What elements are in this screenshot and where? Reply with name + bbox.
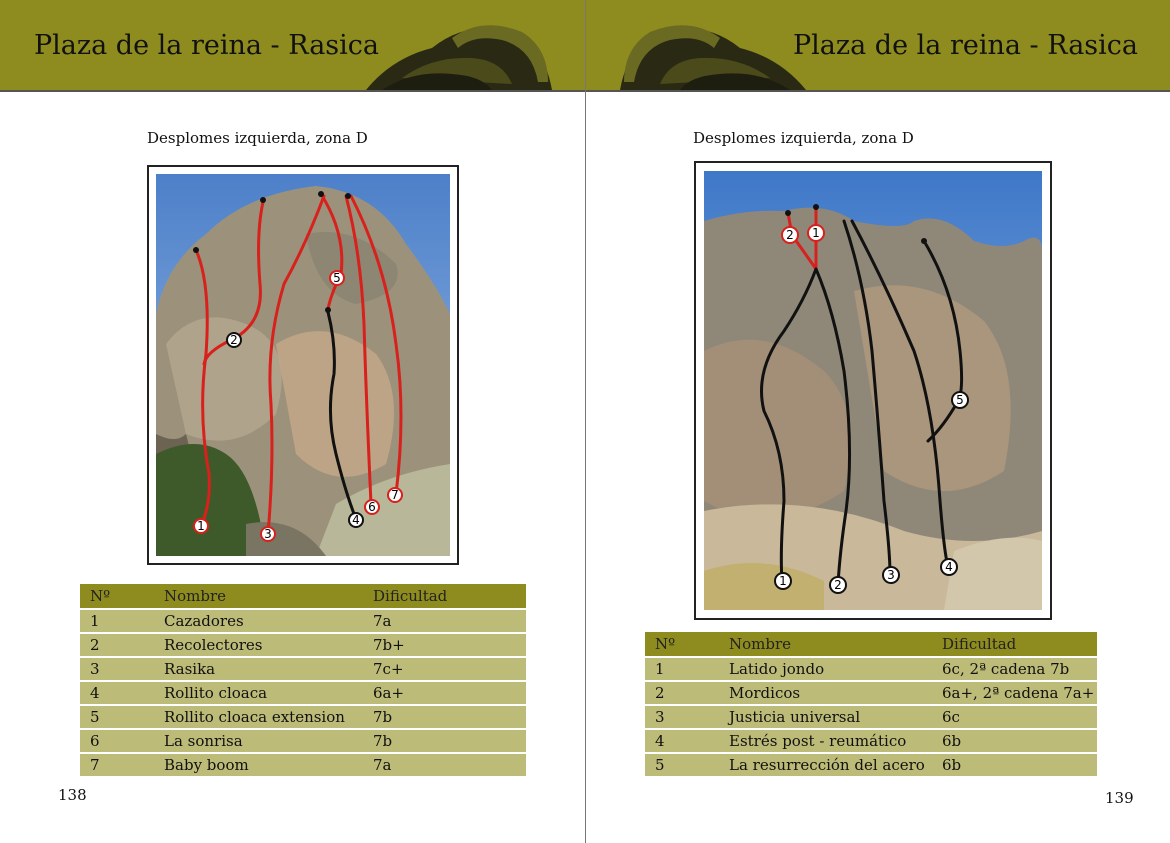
route-number: 4 [80,682,164,706]
route-number: 1 [80,610,164,634]
svg-text:7: 7 [391,488,399,502]
route-grade: 6b [942,730,1097,754]
route-number: 3 [80,658,164,682]
svg-text:2: 2 [230,333,238,347]
route-number: 2 [645,682,729,706]
route-grade: 6a+, 2ª cadena 7a+ [942,682,1097,706]
route-name: Latido jondo [729,658,942,682]
route-grade: 6c, 2ª cadena 7b [942,658,1097,682]
table-row [645,730,1097,754]
route-grade: 6c [942,706,1097,730]
route-name: Estrés post - reumático [729,730,942,754]
route-name: Rollito cloaca extension [164,706,373,730]
bull-emblem-icon [618,18,810,90]
route-number: 5 [645,754,729,778]
route-name: Mordicos [729,682,942,706]
route-marker-6 [365,500,379,514]
col-header-number: Nº [645,632,729,658]
col-header-grade: Dificultad [942,632,1097,658]
table-row [80,610,526,634]
route-marker-1 [194,519,208,533]
col-header-number: Nº [80,584,164,610]
table-header-row [645,632,1097,658]
route-marker-3 [883,567,899,583]
table-row [80,754,526,778]
route-number: 7 [80,754,164,778]
right-route-photo [694,161,1052,620]
table-row [80,634,526,658]
table-row [645,754,1097,778]
route-marker-7 [388,488,402,502]
route-name: Recolectores [164,634,373,658]
route-number: 1 [645,658,729,682]
left-page-number: 138 [58,786,87,804]
table-row [80,706,526,730]
route-marker-2 [227,333,241,347]
svg-text:1: 1 [197,519,205,533]
route-number: 4 [645,730,729,754]
route-number: 2 [80,634,164,658]
svg-text:6: 6 [368,500,376,514]
svg-text:3: 3 [264,527,272,541]
table-row [645,682,1097,706]
svg-text:1: 1 [779,574,787,588]
route-name: La sonrisa [164,730,373,754]
left-route-photo [147,165,459,565]
route-grade: 7b [373,730,526,754]
route-marker-5 [952,392,968,408]
table-row [645,658,1097,682]
route-number: 5 [80,706,164,730]
route-grade: 7c+ [373,658,526,682]
bull-emblem-icon [362,18,554,90]
svg-text:5: 5 [956,393,964,407]
route-name: Rasika [164,658,373,682]
svg-text:4: 4 [945,560,953,574]
route-number: 6 [80,730,164,754]
svg-text:2: 2 [786,228,794,242]
right-routes-table [645,632,1097,778]
route-name: La resurrección del acero [729,754,942,778]
route-marker-1-top [808,225,824,241]
route-marker-5 [330,271,344,285]
svg-text:3: 3 [887,568,895,582]
col-header-name: Nombre [164,584,373,610]
route-marker-4 [349,513,363,527]
svg-text:5: 5 [333,271,341,285]
table-row [645,706,1097,730]
right-topo-image [704,171,1042,610]
col-header-name: Nombre [729,632,942,658]
route-number: 3 [645,706,729,730]
col-header-grade: Dificultad [373,584,526,610]
route-name: Cazadores [164,610,373,634]
route-grade: 7a [373,754,526,778]
route-marker-1 [775,573,791,589]
route-marker-2-top [782,227,798,243]
svg-text:4: 4 [352,513,360,527]
svg-text:1: 1 [812,226,820,240]
route-marker-3 [261,527,275,541]
route-marker-2 [830,577,846,593]
route-grade: 7b+ [373,634,526,658]
route-name: Justicia universal [729,706,942,730]
table-row [80,658,526,682]
page-spine [585,0,586,843]
left-header-title: Plaza de la reina - Rasica [34,30,380,61]
table-row [80,682,526,706]
route-name: Baby boom [164,754,373,778]
svg-text:2: 2 [834,578,842,592]
left-routes-table [80,584,526,778]
route-grade: 6a+ [373,682,526,706]
left-section-title: Desplomes izquierda, zona D [147,129,368,147]
left-topo-image [156,174,450,556]
route-name: Rollito cloaca [164,682,373,706]
table-row [80,730,526,754]
table-header-row [80,584,526,610]
route-grade: 7a [373,610,526,634]
right-header-title: Plaza de la reina - Rasica [792,30,1138,61]
route-grade: 6b [942,754,1097,778]
right-section-title: Desplomes izquierda, zona D [693,129,914,147]
right-page-number: 139 [1105,789,1134,807]
route-marker-4 [941,559,957,575]
route-grade: 7b [373,706,526,730]
